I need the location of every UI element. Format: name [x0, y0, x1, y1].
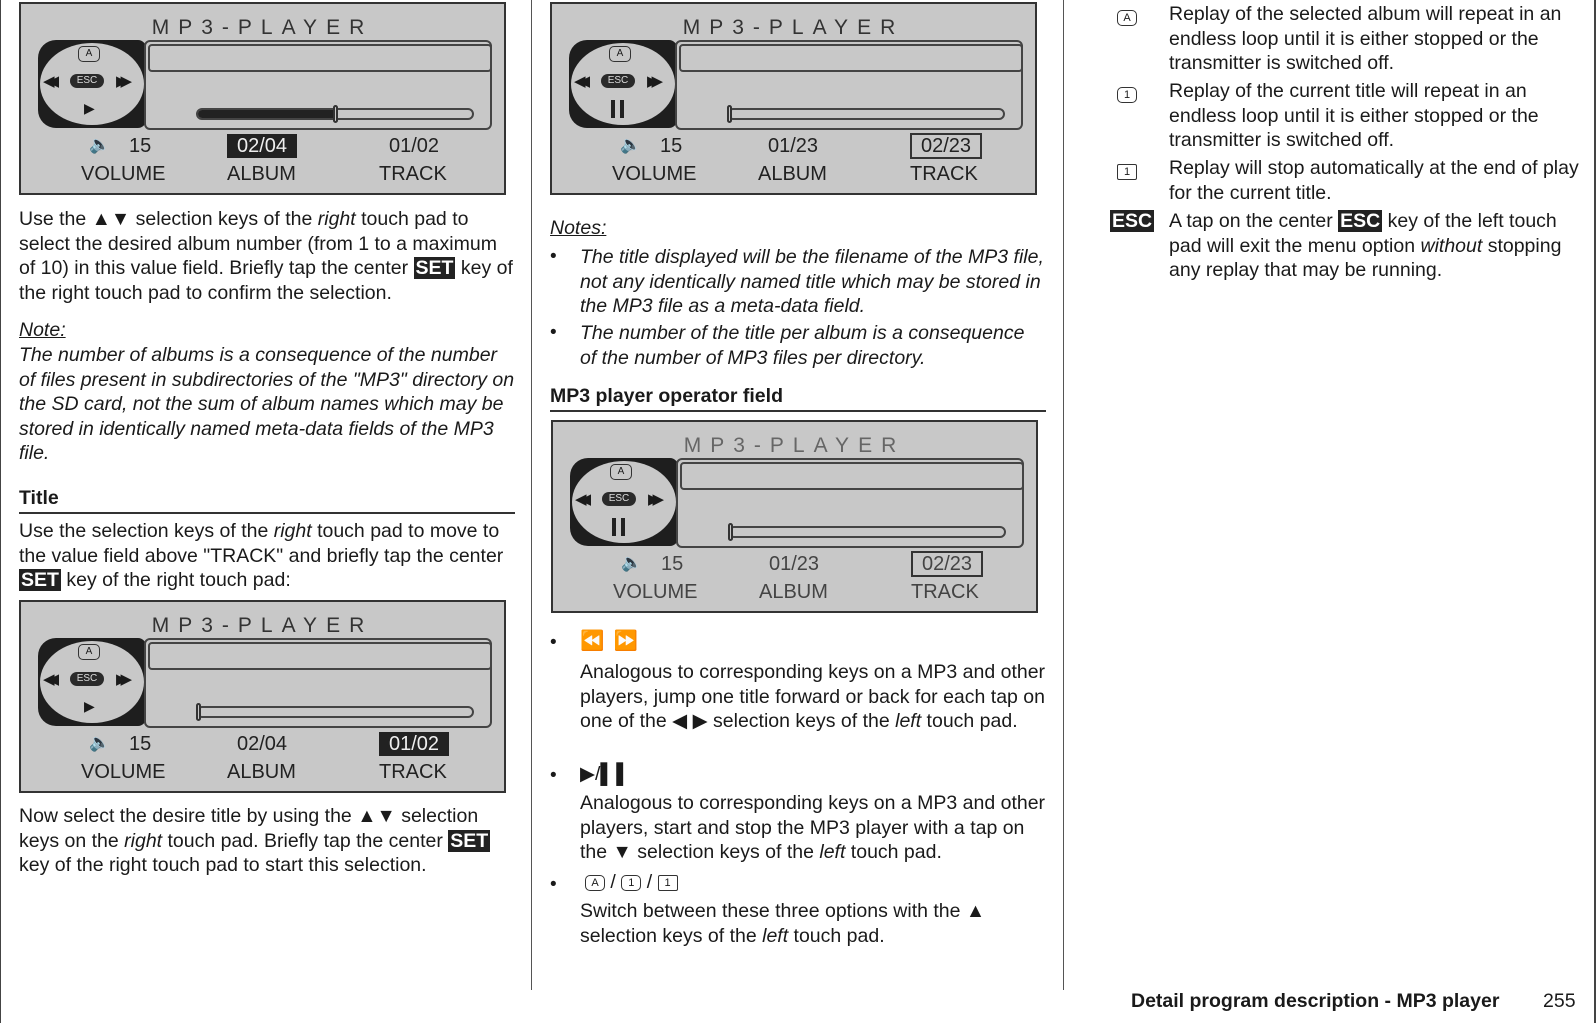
play-once-icon: 1 [1117, 164, 1137, 180]
mp3-player-screen [550, 2, 1037, 195]
track-label: TRACK [911, 581, 979, 603]
play-once-description: Replay will stop automatically at the end of play for the current title. [1169, 157, 1579, 204]
esc-key-label: ESC [1112, 210, 1153, 232]
pause-icon: ▌▌ [600, 763, 633, 785]
album-value: 01/23 [769, 553, 820, 575]
mp3-player-screen [19, 2, 506, 195]
progress-bar [196, 108, 474, 120]
next-track-icon: ▶▶ [116, 73, 126, 90]
column-separator [531, 0, 532, 990]
play-icon: ▶ [84, 100, 95, 116]
down-arrow-icon: ▼ [612, 841, 632, 863]
repeat-mode-description: Switch between these three options with the ▲ selection keys of the left touch pad. [580, 900, 986, 947]
repeat-title-description: Replay of the current title will repeat in an endless loop until it is either stopped or the transmitter is switched off. [1169, 80, 1539, 151]
bullet: • [550, 246, 557, 267]
esc-key: ESC [602, 492, 636, 506]
track-value: 01/02 [389, 135, 440, 157]
screen-title: MP3-PLAYER [151, 16, 374, 39]
title-instructions: Use the selection keys of the right touch pad to move to the value field above "TRACK" and briefly tap the center SET key of the right touch pad: [19, 520, 504, 591]
next-track-icon: ▶▶ [647, 73, 657, 90]
note-text: The number of albums is a consequence of the number of files present in subdirectories of the "MP3" directory on the SD card, not the sum of album names which may be stored in identically named meta-data fields of the MP3 file. [19, 344, 515, 464]
player-control-pad [569, 40, 677, 128]
volume-value: 15 [129, 733, 152, 755]
esc-key-label: ESC [1340, 210, 1381, 232]
repeat-title-icon: 1 [621, 875, 641, 891]
speaker-icon: 🔈 [621, 553, 643, 572]
footer-section-title: Detail program description - MP3 player [1131, 990, 1500, 1012]
repeat-album-icon: A [78, 644, 100, 660]
track-label: TRACK [379, 761, 447, 783]
set-key-label: SET [415, 257, 454, 279]
track-label: TRACK [910, 163, 978, 185]
bullet: • [550, 632, 557, 653]
screen-title: MP3-PLAYER [682, 16, 905, 39]
note-item: The number of the title per album is a consequence of the number of MP3 files per directory. [580, 322, 1025, 369]
volume-value: 15 [660, 135, 683, 157]
screen-title: MP3-PLAYER [151, 614, 374, 637]
set-key-label: SET [450, 829, 489, 852]
play-icon: ▶ [580, 763, 595, 785]
next-track-icon: ▶▶ [116, 671, 126, 688]
mp3-player-screen [551, 420, 1038, 613]
player-control-pad [38, 638, 146, 726]
title-heading: Title [19, 487, 59, 509]
up-arrow-icon: ▲ [965, 900, 986, 922]
progress-knob [728, 523, 733, 541]
player-control-pad [38, 40, 146, 128]
notes-label: Notes: [550, 217, 607, 239]
column-separator [1063, 0, 1064, 990]
skip-keys-icon: ⏪ ⏩ [580, 630, 640, 652]
play-once-icon: 1 [658, 875, 678, 891]
previous-track-icon: ◀◀ [574, 73, 584, 90]
volume-label: VOLUME [612, 163, 697, 185]
heading-rule [550, 410, 1046, 412]
repeat-title-icon: 1 [1117, 87, 1137, 103]
volume-label: VOLUME [81, 761, 166, 783]
speaker-icon: 🔈 [89, 733, 111, 752]
progress-bar [196, 706, 474, 718]
mp3-player-screen [19, 600, 506, 793]
esc-key: ESC [70, 74, 104, 88]
operator-field-heading: MP3 player operator field [550, 385, 783, 407]
bullet: • [550, 874, 557, 895]
left-right-arrow-icon: ◀ ▶ [672, 710, 708, 732]
skip-description: Analogous to corresponding keys on a MP3 and other players, jump one title forward or back for each tap on one of the ◀ ▶ selection keys of the left touch pad. [580, 661, 1046, 732]
screen-title: MP3-PLAYER [683, 434, 906, 457]
pause-icon [612, 518, 626, 536]
repeat-album-icon: A [78, 46, 100, 62]
volume-label: VOLUME [81, 163, 166, 185]
note-item: The title displayed will be the filename of the MP3 file, not any identically named title which may be stored in the MP3 file as a meta-data field. [580, 246, 1044, 317]
track-value: 02/23 [911, 551, 983, 577]
previous-track-icon: ◀◀ [43, 73, 53, 90]
previous-track-icon: ◀◀ [43, 671, 53, 688]
up-down-arrow-icon: ▲▼ [357, 805, 396, 827]
title-field [148, 44, 492, 72]
next-track-icon: ▶▶ [648, 491, 658, 508]
speaker-icon: 🔈 [620, 135, 642, 154]
pause-icon [611, 100, 625, 118]
volume-label: VOLUME [613, 581, 698, 603]
title-field [679, 44, 1023, 72]
set-key-label: SET [21, 569, 59, 591]
album-label: ALBUM [227, 761, 296, 783]
repeat-album-icon: A [1117, 10, 1137, 26]
note-label: Note: [19, 319, 66, 341]
repeat-album-icon: A [610, 464, 632, 480]
speaker-icon: 🔈 [89, 135, 111, 154]
album-label: ALBUM [759, 581, 828, 603]
track-instructions: Now select the desire title by using the ▲▼ selection keys on the right touch pad. Briefly tap the center SET key of the right touch pad to start this selection. [19, 805, 489, 876]
bullet: • [550, 322, 557, 343]
bullet: • [550, 765, 557, 786]
progress-bar [728, 526, 1006, 538]
album-label: ALBUM [227, 163, 296, 185]
album-value: 01/23 [768, 135, 819, 157]
track-label: TRACK [379, 163, 447, 185]
esc-description: A tap on the center ESC key of the left touch pad will exit the menu option without stopping any replay that may be running. [1169, 210, 1562, 281]
esc-key: ESC [70, 672, 104, 686]
page-left-edge [0, 0, 1, 1023]
page-number: 255 [1543, 990, 1576, 1012]
volume-value: 15 [129, 135, 152, 157]
heading-rule [19, 512, 515, 514]
esc-key: ESC [601, 74, 635, 88]
up-down-arrow-icon: ▲▼ [91, 208, 131, 230]
progress-knob [727, 105, 732, 123]
album-label: ALBUM [758, 163, 827, 185]
play-icon: ▶ [84, 698, 95, 714]
title-field [148, 642, 492, 670]
repeat-album-icon: A [609, 46, 631, 62]
player-control-pad [570, 458, 678, 546]
repeat-album-description: Replay of the selected album will repeat in an endless loop until it is either stopped or the transmitter is switched off. [1169, 3, 1562, 74]
volume-value: 15 [661, 553, 684, 575]
progress-bar [727, 108, 1005, 120]
repeat-album-icon: A [585, 875, 605, 891]
progress-fill [198, 110, 335, 118]
album-value: 02/04 [227, 134, 297, 158]
track-value: 01/02 [379, 732, 449, 756]
play-pause-description: Analogous to corresponding keys on a MP3 and other players, start and stop the MP3 player with a tap on the ▼ selection keys of the left touch pad. [580, 792, 1046, 863]
album-instructions: Use the ▲▼ selection keys of the right touch pad to select the desired album number (from 1 to a maximum of 10) in this value field. Briefly tap the center SET key of the right touch pad to confirm the selection. [19, 208, 513, 304]
progress-knob [196, 703, 201, 721]
play-pause-icons: ▶/▌▌ [580, 763, 633, 785]
album-value: 02/04 [237, 733, 288, 755]
title-field [680, 462, 1024, 490]
progress-knob [333, 105, 338, 123]
track-value: 02/23 [910, 133, 982, 159]
previous-track-icon: ◀◀ [575, 491, 585, 508]
repeat-mode-icons: A / 1 / 1 [585, 870, 678, 895]
